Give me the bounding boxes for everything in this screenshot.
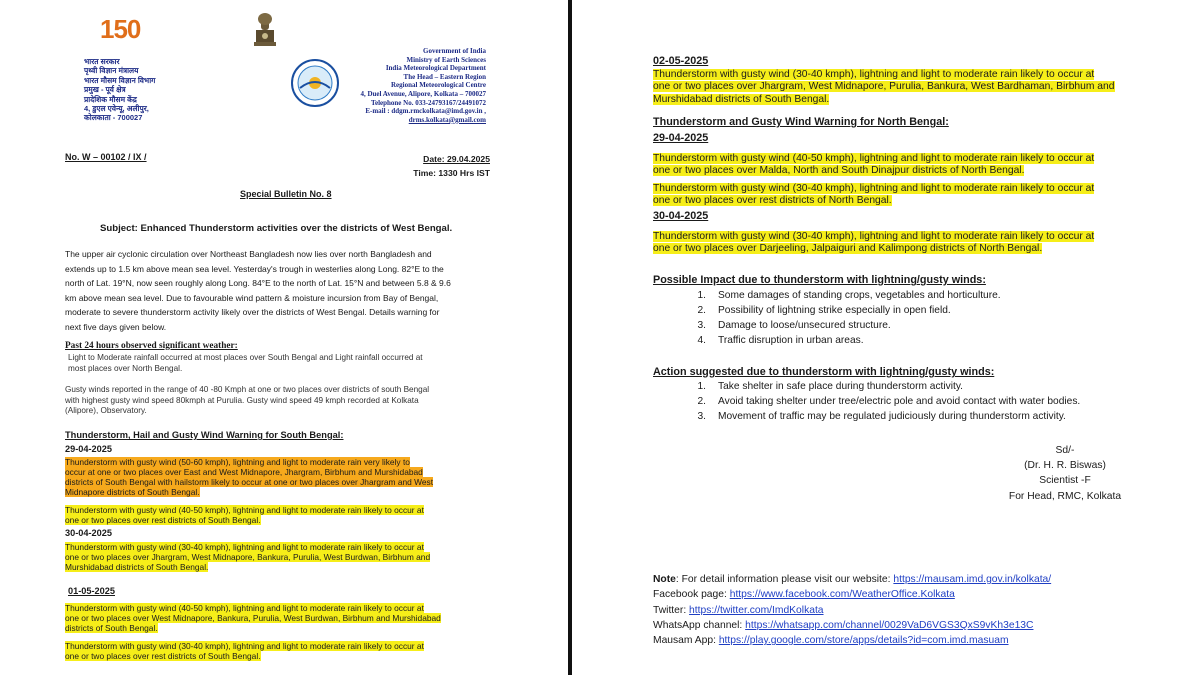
logo-150-text: 150: [100, 14, 141, 44]
issue-date: Date: 29.04.2025: [423, 154, 490, 164]
warn-line: districts of South Bengal.: [65, 623, 158, 634]
wind-line: (Alipore), Observatory.: [65, 406, 147, 415]
contact-note: [653, 572, 1051, 648]
warn-line: Thunderstorm with gusty wind (40-50 kmph), lightning and light to moderate rain likely to occur at: [653, 153, 1095, 164]
warning-south-02: [653, 69, 1115, 106]
note-label: Note: [653, 574, 676, 585]
date-01-05: 01-05-2025: [68, 586, 115, 596]
action-text: Take shelter in safe place during thunderstorm activity.: [718, 381, 963, 392]
warn-line: Thunderstorm with gusty wind (30-40 kmph), lightning and light to moderate rain likely to occur at: [65, 542, 424, 552]
warn-line: one or two places over Jhargram, West Midnapore, Purulia, Bankura, West Bardhaman, Birbhum and: [653, 81, 1115, 93]
hindi-line: प्रमुख - पूर्व क्षेत्र: [84, 85, 126, 95]
warn-line: Midnapore districts of South Bengal.: [65, 487, 200, 498]
letterhead-email: E-mail : ddgm.rmckolkata@imd.gov.in ,: [365, 107, 486, 116]
facebook-link[interactable]: https://www.facebook.com/WeatherOffice.Kolkata: [729, 589, 955, 601]
wind-line: with highest gusty wind speed 80kmph at Purulia. Gusty wind speed 49 kmph recorded at Kolkata: [65, 395, 419, 405]
warn-line: districts of South Bengal with hailstorm likely to occur at one or two places over Jhargram and West: [65, 477, 434, 488]
letterhead-line: Government of India: [423, 47, 486, 55]
para-line: extends up to 1.5 km above mean sea level. Yesterday's trough in westerlies along Long. 82°E to the: [65, 263, 444, 274]
bulletin-number: Special Bulletin No. 8: [240, 189, 332, 199]
warn-line: Thunderstorm with gusty wind (30-40 kmph), lightning and light to moderate rain likely to occur at: [653, 69, 1095, 80]
impact-text: Some damages of standing crops, vegetables and horticulture.: [718, 290, 1001, 301]
whatsapp-label: WhatsApp channel:: [653, 619, 746, 631]
impact-text: Possibility of lightning strike especially in open field.: [718, 305, 951, 316]
hindi-line: प्रादेशिक मौसम केंद्र: [84, 94, 137, 104]
iyd-150-logo: [100, 14, 152, 50]
date-30-04: 30-04-2025: [65, 528, 112, 538]
issue-time: Time: 1330 Hrs IST: [413, 168, 490, 178]
warn-line: one or two places over rest districts of North Bengal.: [653, 195, 892, 207]
warn-line: Thunderstorm with gusty wind (40-50 kmph), lightning and light to moderate rain likely to occur at: [65, 505, 424, 515]
signatory-name: (Dr. H. R. Biswas): [1024, 460, 1106, 472]
north-bengal-heading: Thunderstorm and Gusty Wind Warning for North Bengal:: [653, 116, 949, 128]
wind-line: Gusty winds reported in the range of 40 -80 Kmph at one or two places over districts of south Bengal: [65, 385, 430, 394]
app-label: Mausam App:: [653, 635, 719, 647]
website-link[interactable]: https://mausam.imd.gov.in/kolkata/: [893, 574, 1052, 585]
action-number: 3.: [697, 411, 706, 422]
warn-line: one or two places over rest districts of South Bengal.: [65, 515, 261, 526]
impact-text: Damage to loose/unsecured structure.: [718, 320, 891, 331]
warn-line: one or two places over Darjeeling, Jalpaiguri and Kalimpong districts of North Bengal.: [653, 243, 1043, 255]
whatsapp-link[interactable]: https://whatsapp.com/channel/0029VaD6VGS3QxS9vKh3e13C: [745, 619, 1034, 631]
past24-heading: Past 24 hours observed significant weather:: [65, 341, 238, 351]
twitter-label: Twitter:: [653, 604, 690, 616]
warning-north-29-a: [653, 153, 1094, 178]
action-item: [692, 396, 1162, 410]
south-bengal-heading: Thunderstorm, Hail and Gusty Wind Warning for South Bengal:: [65, 430, 344, 440]
action-text: Movement of traffic may be regulated judiciously during thunderstorm activity.: [718, 411, 1066, 422]
impact-text: Traffic disruption in urban areas.: [718, 335, 864, 346]
warning-south-29-b: [65, 505, 424, 525]
hindi-line: कोलकाता - 700027: [84, 113, 143, 123]
warn-line: one or two places over Malda, North and South Dinajpur districts of North Bengal.: [653, 165, 1025, 177]
impact-number: 1.: [697, 290, 706, 301]
hindi-line: भारत सरकार: [84, 57, 120, 66]
english-letterhead: [318, 47, 486, 124]
action-list: [692, 381, 1162, 429]
warning-north-29-b: [653, 183, 1094, 208]
signature-block: [990, 443, 1140, 504]
impact-heading: Possible Impact due to thunderstorm with lightning/gusty winds:: [653, 274, 986, 286]
impact-item: [692, 305, 1092, 319]
para-line: km above mean sea level. Due to favourable wind pattern & moisture incursion from Bay of Bengal,: [65, 292, 439, 303]
impact-list: [692, 290, 1092, 352]
north-date-29-04: 29-04-2025: [653, 132, 709, 144]
warn-line: Thunderstorm with gusty wind (30-40 kmph), lightning and light to moderate rain likely to occur at: [653, 231, 1095, 242]
hindi-letterhead: [84, 57, 204, 123]
warning-south-30: [65, 542, 430, 572]
warn-line: Thunderstorm with gusty wind (30-40 kmph), lightning and light to moderate rain likely to occur at: [65, 641, 424, 651]
past24-rainfall: [68, 353, 423, 374]
impact-number: 4.: [697, 335, 706, 346]
letterhead-line: Regional Meteorological Centre: [391, 81, 486, 90]
letterhead-line: 4, Duel Avenue, Alipore, Kolkata – 700027: [360, 89, 486, 98]
action-item: [692, 381, 1162, 395]
rain-line: most places over North Bengal.: [68, 363, 183, 373]
letterhead-line: Ministry of Earth Sciences: [406, 55, 486, 64]
warn-line: one or two places over rest districts of South Bengal.: [65, 651, 261, 662]
action-text: Avoid taking shelter under tree/electric pole and avoid contact with water bodies.: [718, 396, 1081, 407]
synoptic-paragraph: [65, 247, 515, 334]
impact-item: [692, 290, 1092, 304]
para-line: The upper air cyclonic circulation over Northeast Bangladesh now lies over north Bangladesh and: [65, 249, 432, 259]
national-emblem-icon: [250, 12, 280, 60]
signatory-designation: Scientist -F: [1039, 475, 1091, 487]
para-line: next five days given below.: [65, 321, 167, 332]
signature-sd: Sd/-: [1055, 445, 1075, 456]
warning-south-01-a: [65, 603, 441, 633]
impact-item: [692, 320, 1092, 334]
letterhead-email-2: drms.kolkata@gmail.com: [408, 115, 486, 124]
warn-line: Thunderstorm with gusty wind (50-60 kmph), lightning and light to moderate rain very likely to: [65, 457, 410, 467]
warn-line: Thunderstorm with gusty wind (30-40 kmph), lightning and light to moderate rain likely to occur at: [653, 183, 1095, 194]
warn-line: one or two places over Jhargram, West Midnapore, Bankura, Purulia, West Burdwan, Birbhum and: [65, 552, 431, 563]
rain-line: Light to Moderate rainfall occurred at most places over South Bengal and Light rainfall occurred at: [68, 353, 423, 362]
warn-line: Murshidabad districts of South Bengal.: [653, 93, 830, 105]
bulletin-page-1: [0, 0, 568, 675]
signatory-office: For Head, RMC, Kolkata: [1008, 490, 1122, 502]
issue-date-time: [408, 152, 490, 180]
warn-line: one or two places over West Midnapore, Bankura, Purulia, West Burdwan, Birbhum and Murshidabad: [65, 613, 441, 624]
warning-north-30: [653, 231, 1094, 256]
past24-wind: [65, 385, 429, 417]
impact-number: 3.: [697, 320, 706, 331]
action-number: 1.: [697, 381, 706, 392]
letterhead-line: India Meteorological Department: [385, 64, 486, 73]
hindi-line: 4, डुएल एवेन्यू, अलीपुर,: [84, 104, 149, 114]
action-number: 2.: [697, 396, 706, 407]
letterhead-line: The Head – Eastern Region: [403, 72, 486, 81]
north-date-30-04: 30-04-2025: [653, 210, 709, 222]
reference-number: No. W – 00102 / IX /: [65, 152, 147, 162]
date-02-05: 02-05-2025: [653, 55, 709, 67]
warning-south-01-b: [65, 641, 424, 661]
subject-line: Subject: Enhanced Thunderstorm activities over the districts of West Bengal.: [100, 223, 453, 234]
warn-line: Murshidabad districts of South Bengal.: [65, 562, 209, 573]
twitter-link[interactable]: https://twitter.com/ImdKolkata: [689, 604, 824, 616]
warn-line: occur at one or two places over East and West Midnapore, Jhargram, Birbhum and Murshidabad: [65, 467, 423, 478]
warn-line: Thunderstorm with gusty wind (40-50 kmph), lightning and light to moderate rain likely to occur at: [65, 603, 424, 613]
para-line: moderate to severe thunderstorm activity likely over the districts of West Bengal. Details warning for: [65, 307, 440, 317]
facebook-label: Facebook page:: [653, 589, 730, 601]
impact-number: 2.: [697, 305, 706, 316]
action-heading: Action suggested due to thunderstorm with lightning/gusty winds:: [653, 366, 995, 378]
hindi-line: भारत मौसम विज्ञान विभाग: [84, 75, 156, 85]
date-29-04: 29-04-2025: [65, 444, 112, 454]
letterhead-line: Telephone No. 033-24793167/24491072: [370, 98, 486, 107]
mausam-app-link[interactable]: https://play.google.com/store/apps/details?id=com.imd.masuam: [718, 635, 1009, 647]
impact-item: [692, 335, 1092, 349]
hindi-line: पृथ्वी विज्ञान मंत्रालय: [84, 66, 139, 76]
para-line: north of Lat. 19°N, now seen roughly along Long. 84°E to the north of Lat. 15°N and between 5.8 & 9.6: [65, 278, 451, 288]
warning-south-29-a: [65, 457, 433, 497]
note-text: : For detail information please visit our website:: [675, 574, 894, 585]
action-item: [692, 411, 1162, 425]
